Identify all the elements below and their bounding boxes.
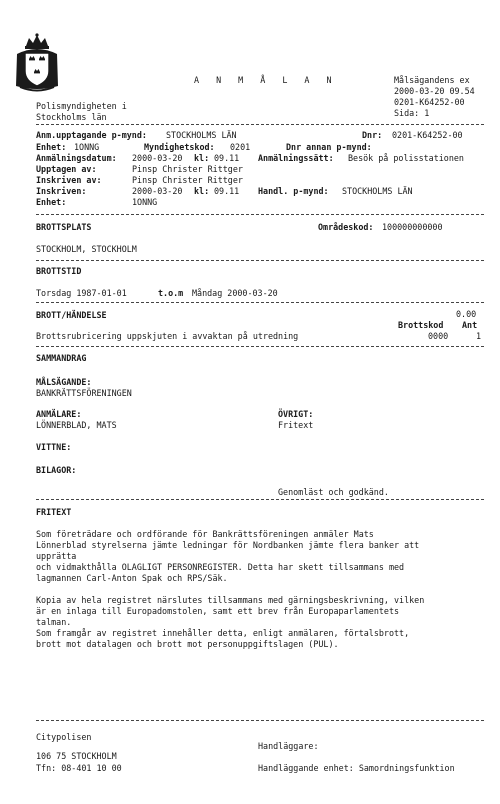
fritext-line: och vidmakthålla OLAGLIGT PERSONREGISTER. Detta har skett tillsammans med bbox=[36, 562, 405, 572]
omradeskod-value: 100000000000 bbox=[382, 222, 443, 232]
handl-value: STOCKHOLMS LÄN bbox=[342, 186, 413, 196]
fritext-line: lagmannen Carl-Anton Spak och RPS/Säk. bbox=[36, 573, 228, 583]
fritext-line: Som framgår av registret innehåller detta, enligt anmälaren, förtalsbrott, bbox=[36, 628, 410, 638]
brottsplats-value: STOCKHOLM, STOCKHOLM bbox=[36, 244, 137, 254]
handlaggande-enhet: Handläggande enhet: Samordningsfunktion bbox=[258, 763, 455, 773]
brottskod-value: 0000 bbox=[428, 331, 449, 341]
fritext-line: Kopia av hela registret närslutes tillsammans med gärningsbeskrivning, vilken bbox=[36, 595, 425, 605]
divider bbox=[36, 260, 484, 261]
brott-description: Brottsrubricering uppskjuten i avvaktan på utredning bbox=[36, 331, 299, 341]
handl-label: Handl. p-mynd: bbox=[258, 186, 329, 196]
anmalningsdatum-kl-label: kl: bbox=[194, 153, 210, 163]
enhet2-value: 1ONNG bbox=[132, 197, 158, 207]
anmalningsdatum-kl: 09.11 bbox=[214, 153, 240, 163]
police-crest-icon bbox=[14, 32, 60, 92]
footer-address: 106 75 STOCKHOLM bbox=[36, 751, 117, 761]
anmalningsdatum-value: 2000-03-20 bbox=[132, 153, 183, 163]
brottstid-from: Torsdag 1987-01-01 bbox=[36, 288, 127, 298]
brottstid-heading: BROTTSTID bbox=[36, 266, 82, 276]
document-title: A N M Å L A N bbox=[194, 75, 338, 85]
divider bbox=[36, 214, 484, 215]
page-number: Sida: 1 bbox=[394, 108, 430, 118]
ant-label: Ant bbox=[462, 320, 478, 330]
sammandrag-heading: SAMMANDRAG bbox=[36, 353, 87, 363]
dnr-value: 0201-K64252-00 bbox=[392, 130, 463, 140]
anmalare-label: ANMÄLARE: bbox=[36, 409, 82, 419]
fritext-line: brott mot datalagen och brott mot personuppgiftslagen (PUL). bbox=[36, 639, 339, 649]
anm-upptagande-value: STOCKHOLMS LÄN bbox=[166, 130, 237, 140]
malsagande-label: MÅLSÄGANDE: bbox=[36, 377, 92, 387]
divider bbox=[36, 124, 484, 125]
fritext-line: talman. bbox=[36, 617, 72, 627]
anmalare-value: LÖNNERBLAD, MATS bbox=[36, 420, 117, 430]
anmalningssatt-value: Besök på polisstationen bbox=[348, 153, 464, 163]
anmalningsdatum-label: Anmälningsdatum: bbox=[36, 153, 117, 163]
enhet2-label: Enhet: bbox=[36, 197, 67, 207]
brottsplats-heading: BROTTSPLATS bbox=[36, 222, 92, 232]
org-name-line2: Stockholms län bbox=[36, 112, 107, 122]
brott-amount: 0.00 bbox=[456, 309, 477, 319]
vittne-label: VITTNE: bbox=[36, 442, 72, 452]
copy-label: Målsägandens ex bbox=[394, 75, 470, 85]
dnr-annan-label: Dnr annan p-mynd: bbox=[286, 142, 372, 152]
divider bbox=[36, 499, 484, 500]
anmalningssatt-label: Anmälningssätt: bbox=[258, 153, 334, 163]
brottskod-label: Brottskod bbox=[398, 320, 444, 330]
org-name-line1: Polismyndigheten i bbox=[36, 101, 127, 111]
enhet-value: 1ONNG bbox=[74, 142, 100, 152]
inskriven-kl-label: kl: bbox=[194, 186, 210, 196]
inskriven-av-label: Inskriven av: bbox=[36, 175, 102, 185]
header-datetime: 2000-03-20 09.54 bbox=[394, 86, 475, 96]
fritext-line: är en inlaga till Europadomstolen, samt ett brev från Europaparlamentets bbox=[36, 606, 400, 616]
brottstid-tom-label: t.o.m bbox=[158, 288, 184, 298]
fritext-heading: FRITEXT bbox=[36, 507, 72, 517]
fritext-line: Som företrädare och ordförande för Bankrättsföreningen anmäler Mats bbox=[36, 529, 374, 539]
enhet-label: Enhet: bbox=[36, 142, 67, 152]
inskriven-value: 2000-03-20 bbox=[132, 186, 183, 196]
inskriven-label: Inskriven: bbox=[36, 186, 87, 196]
brottstid-to: Måndag 2000-03-20 bbox=[192, 288, 278, 298]
omradeskod-label: Områdeskod: bbox=[318, 222, 374, 232]
handlaggare-label: Handläggare: bbox=[258, 741, 319, 751]
divider bbox=[36, 346, 484, 347]
anm-upptagande-label: Anm.upptagande p-mynd: bbox=[36, 130, 147, 140]
brott-heading: BROTT/HÄNDELSE bbox=[36, 310, 107, 320]
inskriven-av-value: Pinsp Christer Rittger bbox=[132, 175, 243, 185]
ant-value: 1 bbox=[476, 331, 482, 341]
approved-text: Genomläst och godkänd. bbox=[278, 487, 389, 497]
inskriven-kl: 09.11 bbox=[214, 186, 240, 196]
divider bbox=[36, 720, 484, 721]
myndighetskod-label: Myndighetskod: bbox=[144, 142, 215, 152]
dnr-label: Dnr: bbox=[362, 130, 383, 140]
header-ref-no: 0201-K64252-00 bbox=[394, 97, 465, 107]
ovrigt-value: Fritext bbox=[278, 420, 314, 430]
divider bbox=[36, 302, 484, 303]
upptagen-av-value: Pinsp Christer Rittger bbox=[132, 164, 243, 174]
ovrigt-label: ÖVRIGT: bbox=[278, 409, 314, 419]
upptagen-av-label: Upptagen av: bbox=[36, 164, 97, 174]
footer-phone: Tfn: 08-401 10 00 bbox=[36, 763, 122, 773]
fritext-line: Lönnerblad styrelserna jämte ledningar för Nordbanken jämte flera banker att bbox=[36, 540, 420, 550]
bilagor-label: BILAGOR: bbox=[36, 465, 77, 475]
footer-unit-name: Citypolisen bbox=[36, 732, 92, 742]
myndighetskod-value: 0201 bbox=[230, 142, 251, 152]
fritext-line: upprätta bbox=[36, 551, 77, 561]
malsagande-value: BANKRÄTTSFÖRENINGEN bbox=[36, 388, 132, 398]
